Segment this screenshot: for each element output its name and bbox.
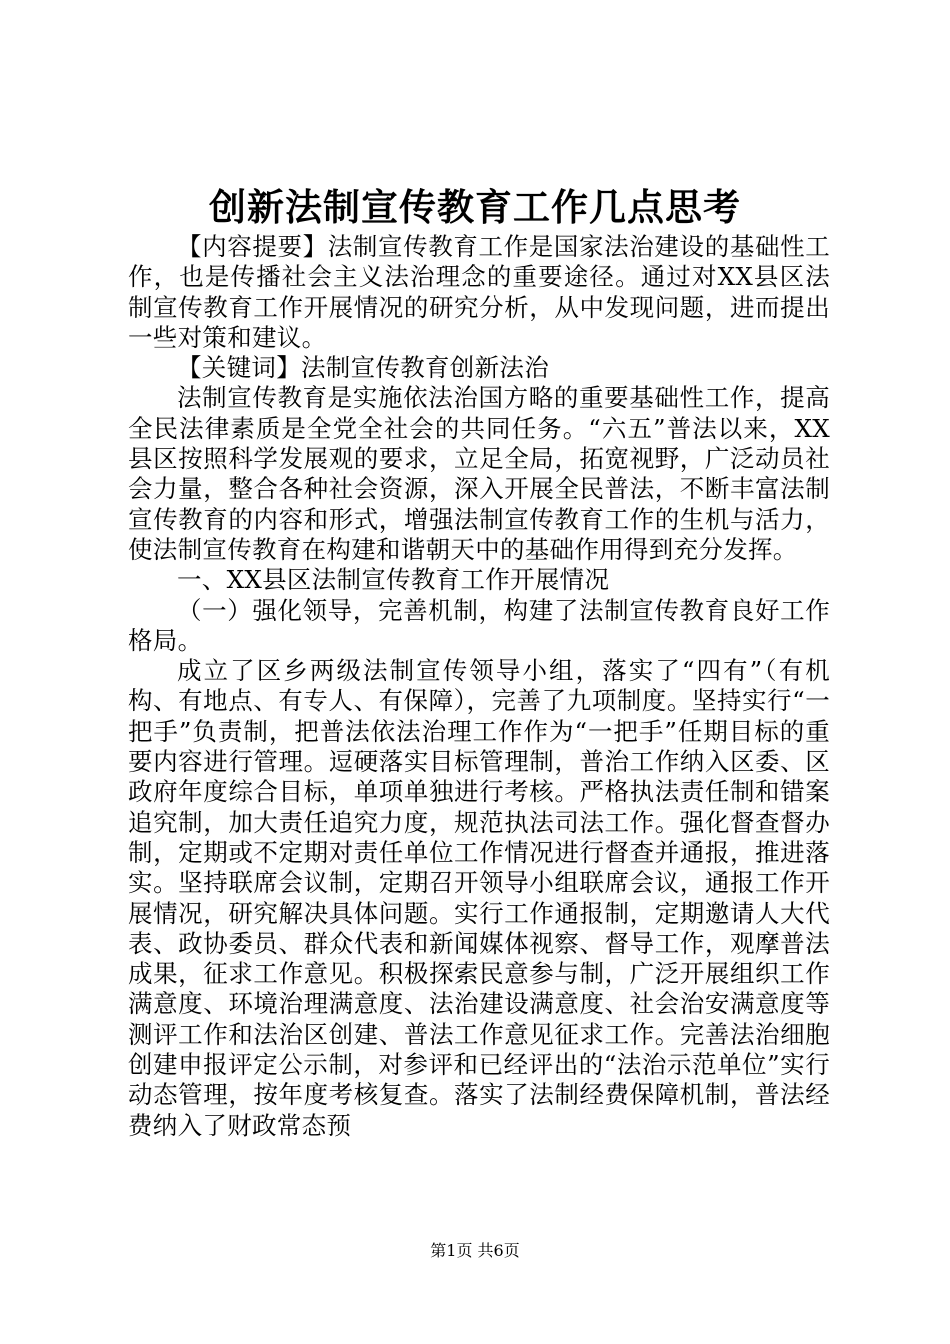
keywords-paragraph: 【关键词】法制宣传教育创新法治	[177, 353, 549, 383]
subsection-heading: （一）强化领导，完善机制，构建了法制宣传教育良好工作格局。	[128, 595, 830, 655]
page-footer: 第1页 共6页	[430, 1241, 520, 1260]
section-heading: 一、XX县区法制宣传教育工作开展情况	[177, 565, 610, 595]
document-title: 创新法制宣传教育工作几点思考	[209, 185, 741, 229]
body-paragraph: 成立了区乡两级法制宣传领导小组，落实了“四有”（有机构、有地点、有专人、有保障），完善了九项制度。坚持实行“一把手”负责制，把普法依法治理工作作为“一把手”任期目标的重要内容进行管理。逗硬落实目标管理制，普治工作纳入区委、区政府年度综合目标，单项单独进行考核。严格执法责任制和错案追究制，加大责任追究力度，规范执法司法工作。强化督查督办制，定期或不定期对责任单位工作情况进行督查并通报，推进落实。坚持联席会议制，定期召开领导小组联席会议，通报工作开展情况，研究解决具体问题。实行工作通报制，定期邀请人大代表、政协委员、群众代表和新闻媒体视察、督导工作，观摩普法成果，征求工作意见。积极探索民意参与制，广泛开展组织工作满意度、环境治理满意度、法治建设满意度、社会治安满意度等测评工作和法治区创建、普法工作意见征求工作。完善法治细胞创建申报评定公示制，对参评和已经评出的“法治示范单位”实行动态管理，按年度考核复查。落实了法制经费保障机制，普法经费纳入了财政常态预	[128, 656, 830, 1140]
abstract-paragraph: 【内容提要】法制宣传教育工作是国家法治建设的基础性工作，也是传播社会主义法治理念的重要途径。通过对XX县区法制宣传教育工作开展情况的研究分析，从中发现问题，进而提出一些对策和建议。	[128, 232, 830, 352]
document-body	[128, 232, 830, 1141]
intro-paragraph: 法制宣传教育是实施依法治国方略的重要基础性工作，提高全民法律素质是全党全社会的共同任务。“六五”普法以来，XX县区按照科学发展观的要求，立足全局，拓宽视野，广泛动员社会力量，整合各种社会资源，深入开展全民普法，不断丰富法制宣传教育的内容和形式，增强法制宣传教育工作的生机与活力，使法制宣传教育在构建和谐朝天中的基础作用得到充分发挥。	[128, 383, 830, 564]
